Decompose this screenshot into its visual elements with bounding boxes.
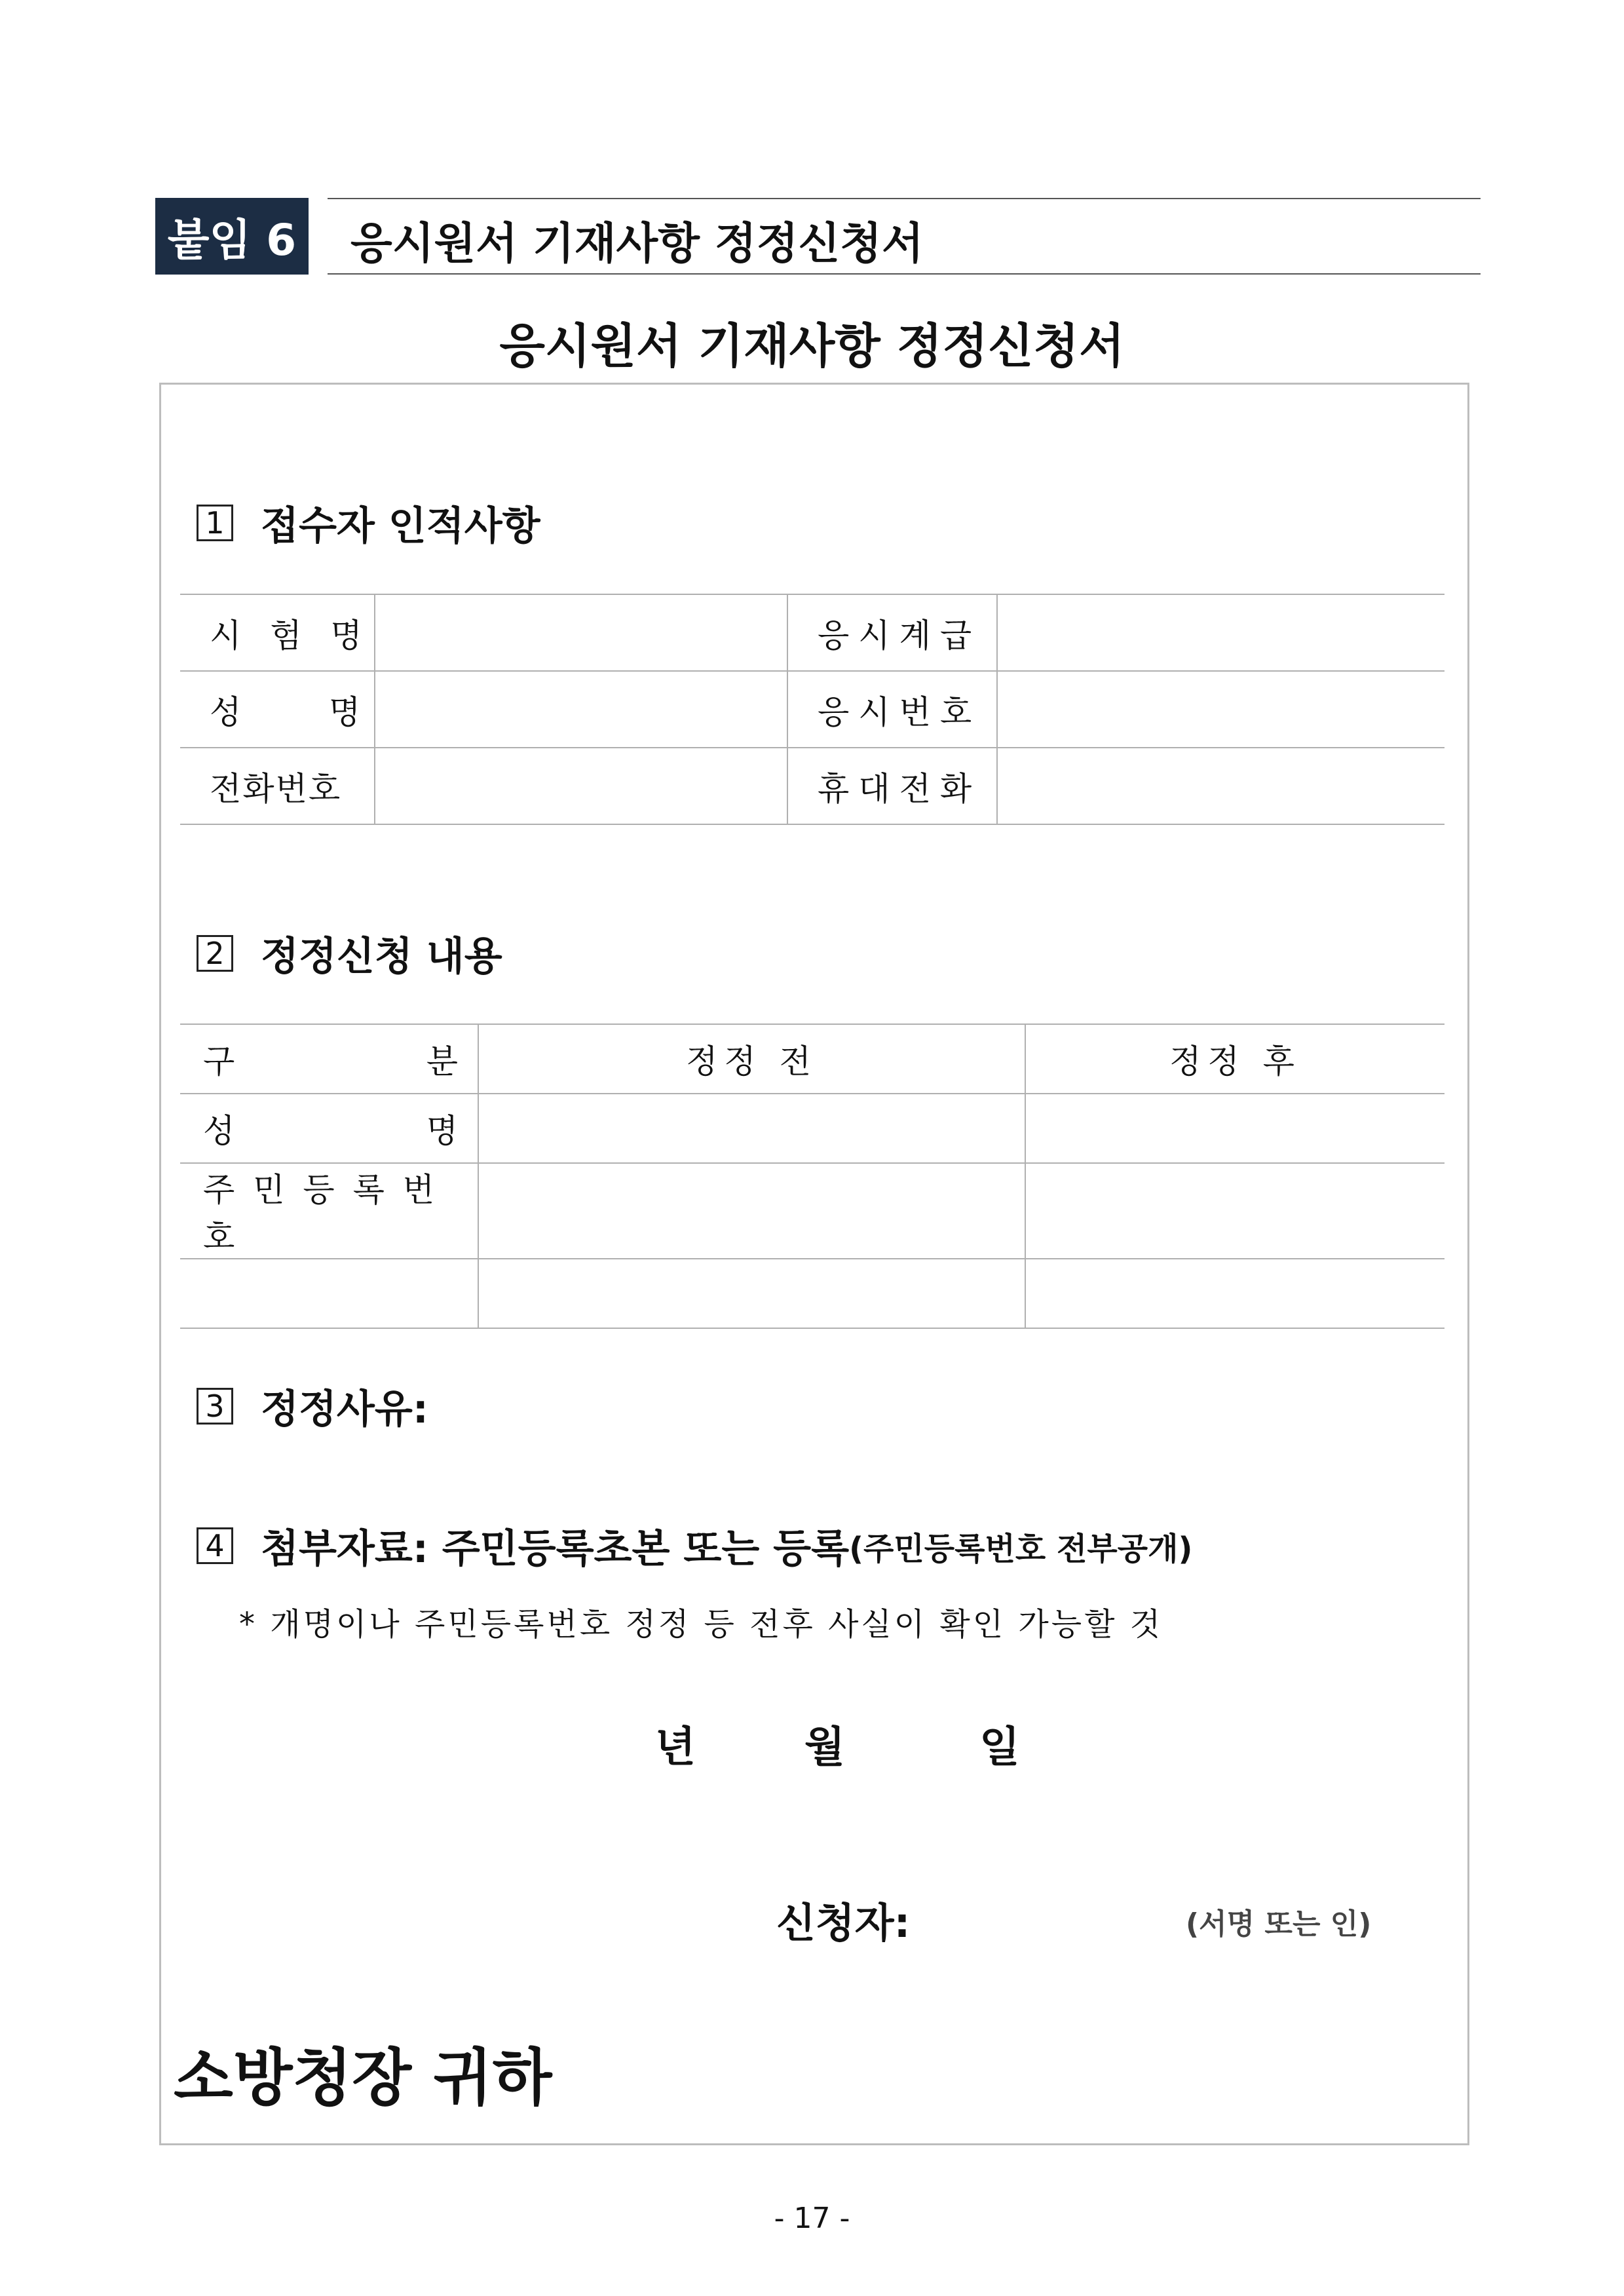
- attachment-badge: 붙임 6: [155, 198, 309, 275]
- section1-heading: [197, 495, 540, 551]
- after-header: 정정 후: [1025, 1024, 1445, 1094]
- phone-field[interactable]: [375, 748, 787, 824]
- name-row-label-a: 성: [203, 1112, 235, 1150]
- section3-heading: [197, 1378, 428, 1434]
- document-title: 응시원서 기재사항 정정신청서: [499, 318, 1125, 373]
- extra-after-field[interactable]: [1025, 1259, 1445, 1328]
- section2-number: 2: [197, 935, 233, 972]
- section4-title: 첨부자료: 주민등록초본 또는 등록: [261, 1526, 850, 1572]
- table-header-row: [180, 1024, 1445, 1094]
- section4-title-small: (주민등록번호 전부공개): [849, 1530, 1193, 1567]
- exam-number-label: 응시번호: [787, 671, 997, 748]
- category-header-b: 분: [426, 1043, 458, 1081]
- table-row: [180, 748, 1445, 824]
- exam-name-label: 시 험 명: [180, 594, 375, 671]
- name-row-label: [180, 1094, 478, 1163]
- extra-before-field[interactable]: [478, 1259, 1025, 1328]
- name-label: 성 명: [180, 671, 375, 748]
- rrn-before-field[interactable]: [478, 1163, 1025, 1259]
- table-row: [180, 1163, 1445, 1259]
- table-row: [180, 1259, 1445, 1328]
- name-after-field[interactable]: [1025, 1094, 1445, 1163]
- applicant-info-table: [180, 594, 1445, 825]
- name-row-label-b: 명: [426, 1112, 458, 1150]
- section1-number: 1: [197, 505, 233, 541]
- table-row: [180, 1094, 1445, 1163]
- mobile-field[interactable]: [997, 748, 1445, 824]
- exam-grade-label: 응시계급: [787, 594, 997, 671]
- section4-heading: [197, 1518, 1192, 1574]
- section1-title: 접수자 인적사항: [261, 503, 540, 549]
- header-title: 응시원서 기재사항 정정신청서: [350, 218, 924, 269]
- phone-label: 전화번호: [180, 748, 375, 824]
- exam-number-field[interactable]: [997, 671, 1445, 748]
- applicant-label: 신청자:: [776, 1899, 911, 1947]
- table-row: [180, 671, 1445, 748]
- table-row: [180, 594, 1445, 671]
- extra-row-label[interactable]: [180, 1259, 478, 1328]
- rrn-after-field[interactable]: [1025, 1163, 1445, 1259]
- category-header-a: 구: [203, 1043, 235, 1081]
- section3-number: 3: [197, 1388, 233, 1425]
- attachment-note: * 개명이나 주민등록번호 정정 등 전후 사실이 확인 가능할 것: [239, 1606, 1163, 1643]
- section2-heading: [197, 925, 502, 982]
- date-month: 월: [804, 1723, 845, 1772]
- page-number: - 17 -: [774, 2202, 850, 2235]
- section2-title: 정정신청 내용: [261, 934, 502, 980]
- section3-title: 정정사유:: [261, 1387, 428, 1432]
- exam-grade-field[interactable]: [997, 594, 1445, 671]
- mobile-label: 휴대전화: [787, 748, 997, 824]
- date-day: 일: [979, 1723, 1020, 1772]
- date-year: 년: [655, 1723, 696, 1772]
- before-header: 정정 전: [478, 1024, 1025, 1094]
- exam-name-field[interactable]: [375, 594, 787, 671]
- section4-number: 4: [197, 1527, 233, 1564]
- name-field[interactable]: [375, 671, 787, 748]
- rrn-row-label: 주 민 등 록 번 호: [180, 1163, 478, 1259]
- signature-label: (서명 또는 인): [1186, 1907, 1372, 1941]
- correction-table: [180, 1024, 1445, 1329]
- addressee: 소방청장 귀하: [174, 2042, 552, 2114]
- name-before-field[interactable]: [478, 1094, 1025, 1163]
- category-header: [180, 1024, 478, 1094]
